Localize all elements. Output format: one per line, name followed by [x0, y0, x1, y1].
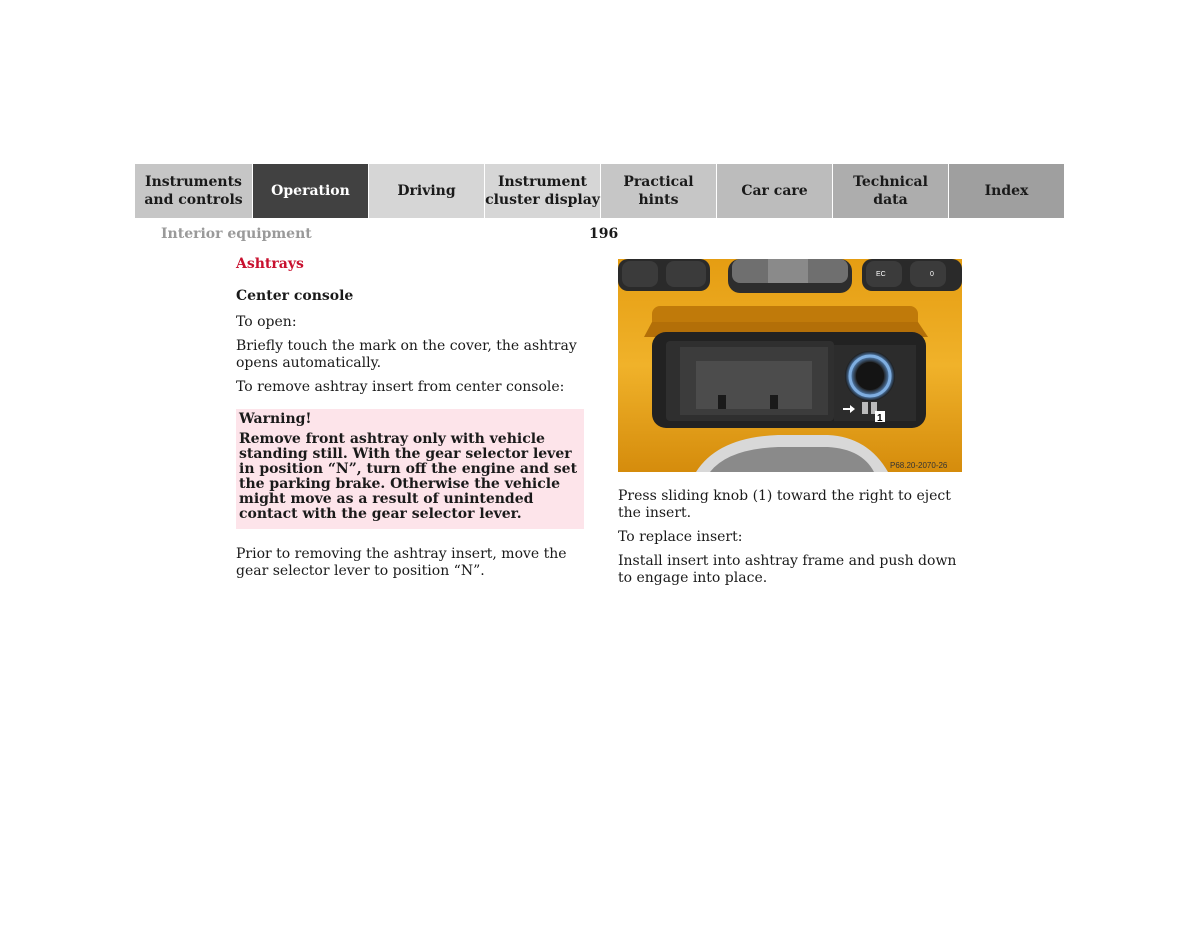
- right-column: [618, 488, 963, 587]
- tab-driving[interactable]: Driving: [369, 164, 485, 218]
- section-label: Interior equipment: [161, 226, 312, 242]
- paragraph-to-replace: To replace insert:: [618, 529, 743, 545]
- paragraph-open-instructions: Briefly touch the mark on the cover, the ashtray opens automatically.: [236, 338, 577, 371]
- figure-code: P68.20-2070-26: [890, 461, 948, 470]
- button-zero-label: 0: [930, 271, 934, 278]
- warning-box: [236, 409, 584, 529]
- tab-index[interactable]: Index: [949, 164, 1065, 218]
- paragraph-remove-intro: To remove ashtray insert from center console:: [236, 379, 565, 395]
- paragraph-install: Install insert into ashtray frame and push down to engage into place.: [618, 553, 957, 586]
- warning-title: Warning!: [239, 411, 312, 427]
- callout-label: 1: [877, 413, 883, 424]
- paragraph-to-open: To open:: [236, 314, 297, 330]
- button-ec-label: EC: [876, 271, 886, 278]
- tab-operation[interactable]: Operation: [253, 164, 369, 218]
- tab-practical-hints[interactable]: Practical hints: [601, 164, 717, 218]
- ashtray-illustration: [618, 259, 962, 472]
- tab-technical-data[interactable]: Technical data: [833, 164, 949, 218]
- subheading: Center console: [236, 288, 354, 304]
- page-number: 196: [589, 226, 619, 242]
- warning-text: Remove front ashtray only with vehicle standing still. With the gear selector lever in position “N”, turn off the engine and set the parking brake. Otherwise the vehicle might move as a result of unintended contact with the gear selector lever.: [239, 431, 578, 522]
- tab-car-care[interactable]: Car care: [717, 164, 833, 218]
- paragraph-gear-selector: Prior to removing the ashtray insert, move the gear selector lever to position “N”.: [236, 546, 567, 579]
- section-title: Ashtrays: [236, 256, 304, 272]
- left-column: [236, 256, 584, 580]
- tab-instruments-and-controls[interactable]: Instruments and controls: [135, 164, 253, 218]
- nav-tabs: [135, 164, 1065, 218]
- tab-instrument-cluster-display[interactable]: Instrument cluster display: [485, 164, 601, 218]
- paragraph-press-knob: Press sliding knob (1) toward the right to eject the insert.: [618, 488, 951, 521]
